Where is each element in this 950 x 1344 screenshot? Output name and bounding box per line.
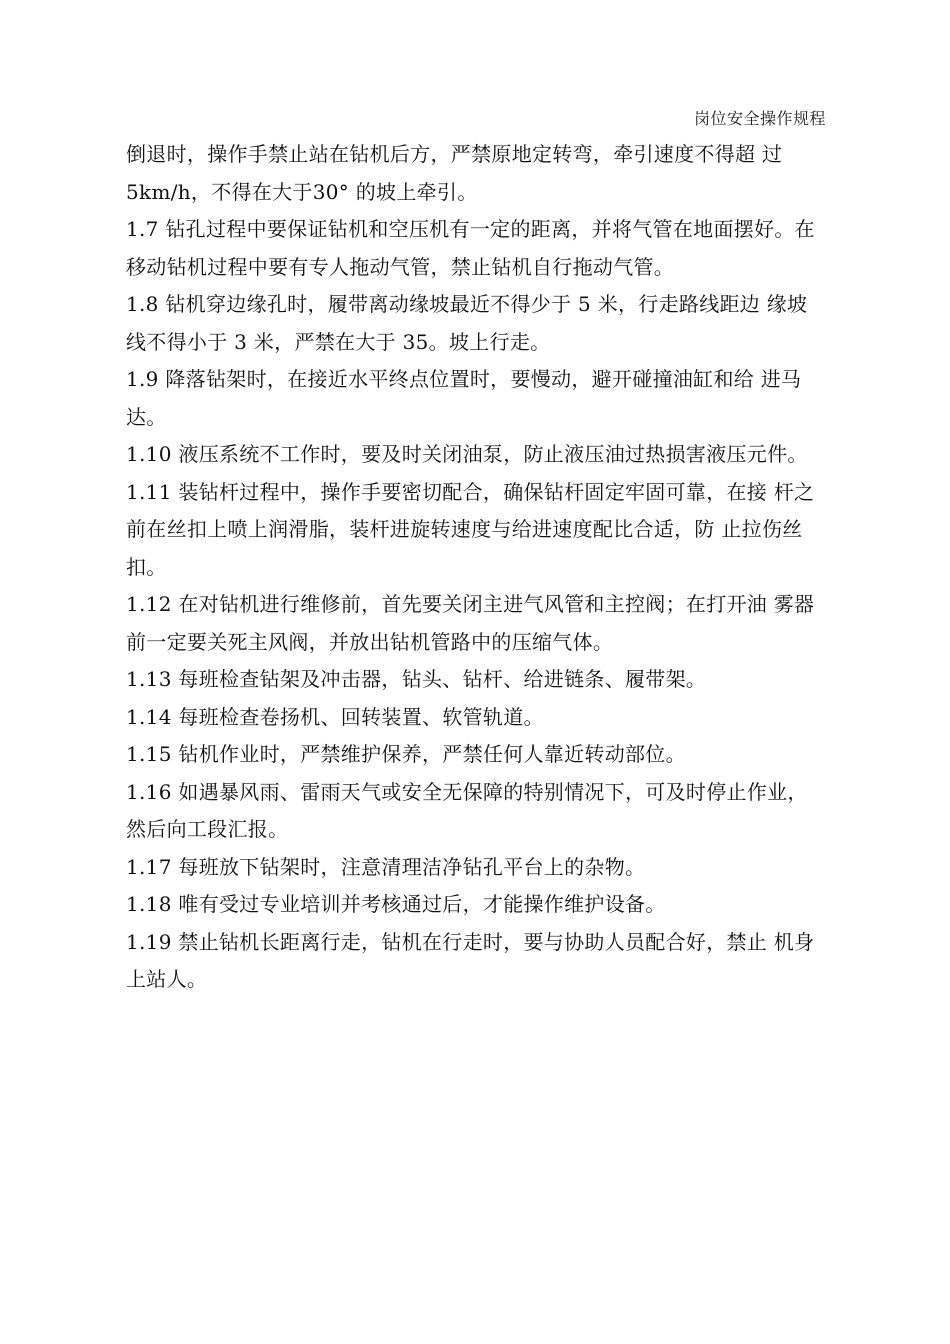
paragraph-1-7: 1.7 钻孔过程中要保证钻机和空压机有一定的距离，并将气管在地面摆好。在移动钻机过程中要有专人拖动气管，禁止钻机自行拖动气管。 xyxy=(126,217,815,279)
paragraph-1-13: 1.13 每班检查钻架及冲击器，钻头、钻杆、给进链条、履带架。 xyxy=(126,667,707,691)
document-body xyxy=(126,136,826,999)
paragraph-1-15: 1.15 钻机作业时，严禁维护保养，严禁任何人靠近转动部位。 xyxy=(126,742,686,766)
paragraph-1-19: 1.19 禁止钻机长距离行走，钻机在行走时，要与协助人员配合好，禁止 机身上站人。 xyxy=(126,929,815,991)
paragraph-1-8: 1.8 钻机穿边缘孔时，履带离动缘坡最近不得少于 5 米，行走路线距边 缘坡线不得小于 3 米，严禁在大于 35。坡上行走。 xyxy=(126,292,808,354)
paragraph-1-10: 1.10 液压系统不工作时，要及时关闭油泵，防止液压油过热损害液压元件。 xyxy=(126,442,808,466)
paragraph-1-12: 1.12 在对钻机进行维修前，首先要关闭主进气风管和主控阀；在打开油 雾器前一定要关死主风阀，并放出钻机管路中的压缩气体。 xyxy=(126,592,815,654)
paragraph-1-11: 1.11 装钻杆过程中，操作手要密切配合，确保钻杆固定牢固可靠，在接 杆之前在丝扣上喷上润滑脂，装杆进旋转速度与给进速度配比合适，防 止拉伤丝扣。 xyxy=(126,479,815,579)
running-header: 岗位安全操作规程 xyxy=(693,109,826,128)
paragraph-1-18: 1.18 唯有受过专业培训并考核通过后，才能操作维护设备。 xyxy=(126,892,666,916)
paragraph-1-17: 1.17 每班放下钻架时，注意清理洁净钻孔平台上的杂物。 xyxy=(126,854,646,879)
paragraph-continued: 倒退时，操作手禁止站在钻机后方，严禁原地定转弯，牵引速度不得超 过5km/h，不得在大于30° 的坡上牵引。 xyxy=(126,142,783,204)
paragraph-1-14: 1.14 每班检查卷扬机、回转装置、软管轨道。 xyxy=(126,704,544,729)
paragraph-1-9: 1.9 降落钻架时，在接近水平终点位置时，要慢动，避开碰撞油缸和给 进马达。 xyxy=(126,367,802,429)
paragraph-1-16: 1.16 如遇暴风雨、雷雨天气或安全无保障的特别情况下，可及时停止作业，然后向工段汇报。 xyxy=(126,779,808,841)
